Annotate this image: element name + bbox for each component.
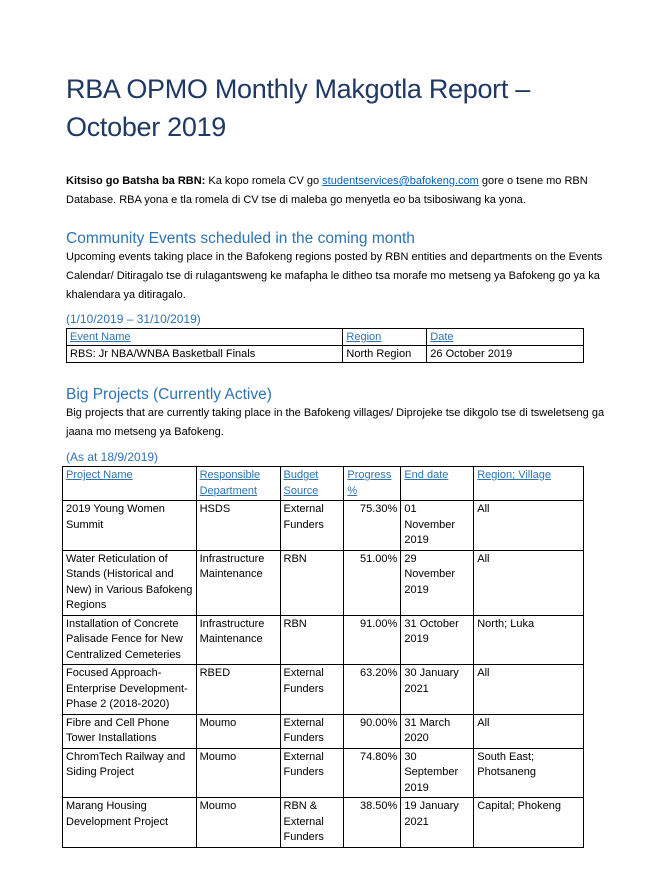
projects-col-header: Project Name bbox=[63, 467, 197, 501]
end-date-cell: 31 October 2019 bbox=[401, 615, 474, 665]
department-cell: Moumo bbox=[196, 798, 280, 848]
department-cell: RBED bbox=[196, 665, 280, 715]
end-date-cell: 30 September 2019 bbox=[401, 748, 474, 798]
budget-source-cell: External Funders bbox=[280, 748, 344, 798]
region-village-cell: North; Luka bbox=[474, 615, 584, 665]
intro-paragraph bbox=[66, 172, 606, 210]
progress-cell: 63.20% bbox=[344, 665, 401, 715]
budget-source-cell: External Funders bbox=[280, 714, 344, 748]
intro-text: Ka kopo romela CV go bbox=[205, 175, 323, 187]
budget-source-cell: RBN bbox=[280, 550, 344, 615]
community-heading: Community Events scheduled in the coming month bbox=[66, 230, 415, 247]
region-village-cell: All bbox=[474, 501, 584, 551]
progress-cell: 74.80% bbox=[344, 748, 401, 798]
event-region-cell: North Region bbox=[343, 346, 427, 363]
department-cell: Moumo bbox=[196, 714, 280, 748]
table-row bbox=[63, 798, 584, 848]
projects-col-header: Region; Village bbox=[474, 467, 584, 501]
project-name-cell: Focused Approach- Enterprise Development- Phase 2 (2018-2020) bbox=[63, 665, 197, 715]
projects-description: Big projects that are currently taking place in the Bafokeng villages/ Diprojeke tse dikgolo tse di tsweletseng ga jaana mo metseng ya Bafokeng. bbox=[66, 407, 605, 438]
department-cell: HSDS bbox=[196, 501, 280, 551]
end-date-cell: 31 March 2020 bbox=[401, 714, 474, 748]
project-name-cell: ChromTech Railway and Siding Project bbox=[63, 748, 197, 798]
progress-cell: 51.00% bbox=[344, 550, 401, 615]
project-name-cell: Water Reticulation of Stands (Historical and New) in Various Bafokeng Regions bbox=[63, 550, 197, 615]
progress-cell: 38.50% bbox=[344, 798, 401, 848]
email-link[interactable]: studentservices@bafokeng.com bbox=[322, 175, 479, 187]
events-col-header: Region bbox=[343, 329, 427, 346]
intro-bold-label: Kitsiso go Batsha ba RBN: bbox=[66, 175, 206, 187]
projects-col-header: End date bbox=[401, 467, 474, 501]
projects-header-row bbox=[63, 467, 584, 501]
table-row bbox=[63, 615, 584, 665]
table-row bbox=[63, 501, 584, 551]
event-date-cell: 26 October 2019 bbox=[427, 346, 584, 363]
project-name-cell: Marang Housing Development Project bbox=[63, 798, 197, 848]
region-village-cell: All bbox=[474, 665, 584, 715]
department-cell: Infrastructure Maintenance bbox=[196, 550, 280, 615]
community-description: Upcoming events taking place in the Bafokeng regions posted by RBN entities and departments on the Events Calendar/ Ditiragalo tse di rulagantsweng ke mafapha le ditheo tsa morafe mo metseng ya Bafokeng go ya ka khalendara ya ditiragalo. bbox=[66, 251, 603, 301]
region-village-cell: South East; Photsaneng bbox=[474, 748, 584, 798]
region-village-cell: All bbox=[474, 550, 584, 615]
budget-source-cell: External Funders bbox=[280, 501, 344, 551]
table-row bbox=[63, 748, 584, 798]
progress-cell: 75.30% bbox=[344, 501, 401, 551]
budget-source-cell: RBN bbox=[280, 615, 344, 665]
projects-table bbox=[62, 466, 584, 848]
table-row bbox=[63, 665, 584, 715]
region-village-cell: Capital; Phokeng bbox=[474, 798, 584, 848]
project-name-cell: Fibre and Cell Phone Tower Installations bbox=[63, 714, 197, 748]
events-col-header: Date bbox=[427, 329, 584, 346]
events-table bbox=[66, 328, 584, 363]
events-period: (1/10/2019 – 31/10/2019) bbox=[66, 312, 201, 326]
end-date-cell: 19 January 2021 bbox=[401, 798, 474, 848]
progress-cell: 90.00% bbox=[344, 714, 401, 748]
table-row bbox=[63, 550, 584, 615]
budget-source-cell: RBN & External Funders bbox=[280, 798, 344, 848]
projects-as-at: (As at 18/9/2019) bbox=[66, 450, 159, 464]
end-date-cell: 01 November 2019 bbox=[401, 501, 474, 551]
department-cell: Moumo bbox=[196, 748, 280, 798]
department-cell: Infrastructure Maintenance bbox=[196, 615, 280, 665]
end-date-cell: 29 November 2019 bbox=[401, 550, 474, 615]
projects-col-header: Budget Source bbox=[280, 467, 344, 501]
progress-cell: 91.00% bbox=[344, 615, 401, 665]
events-col-header: Event Name bbox=[67, 329, 343, 346]
event-name-cell: RBS: Jr NBA/WNBA Basketball Finals bbox=[67, 346, 343, 363]
region-village-cell: All bbox=[474, 714, 584, 748]
intro-text-end: gore o tsene mo RBN Database. RBA yona e tla romela di CV tse di maleba go menyetla eo ba tsibosiwang ka yona. bbox=[66, 175, 588, 206]
projects-heading: Big Projects (Currently Active) bbox=[66, 386, 272, 403]
projects-col-header: Responsible Department bbox=[196, 467, 280, 501]
project-name-cell: Installation of Concrete Palisade Fence for New Centralized Cemeteries bbox=[63, 615, 197, 665]
table-row bbox=[63, 714, 584, 748]
events-header-row bbox=[67, 329, 584, 346]
projects-col-header: Progress % bbox=[344, 467, 401, 501]
end-date-cell: 30 January 2021 bbox=[401, 665, 474, 715]
table-row bbox=[67, 346, 584, 363]
report-title: RBA OPMO Monthly Makgotla Report – October 2019 bbox=[66, 74, 530, 142]
project-name-cell: 2019 Young Women Summit bbox=[63, 501, 197, 551]
budget-source-cell: External Funders bbox=[280, 665, 344, 715]
